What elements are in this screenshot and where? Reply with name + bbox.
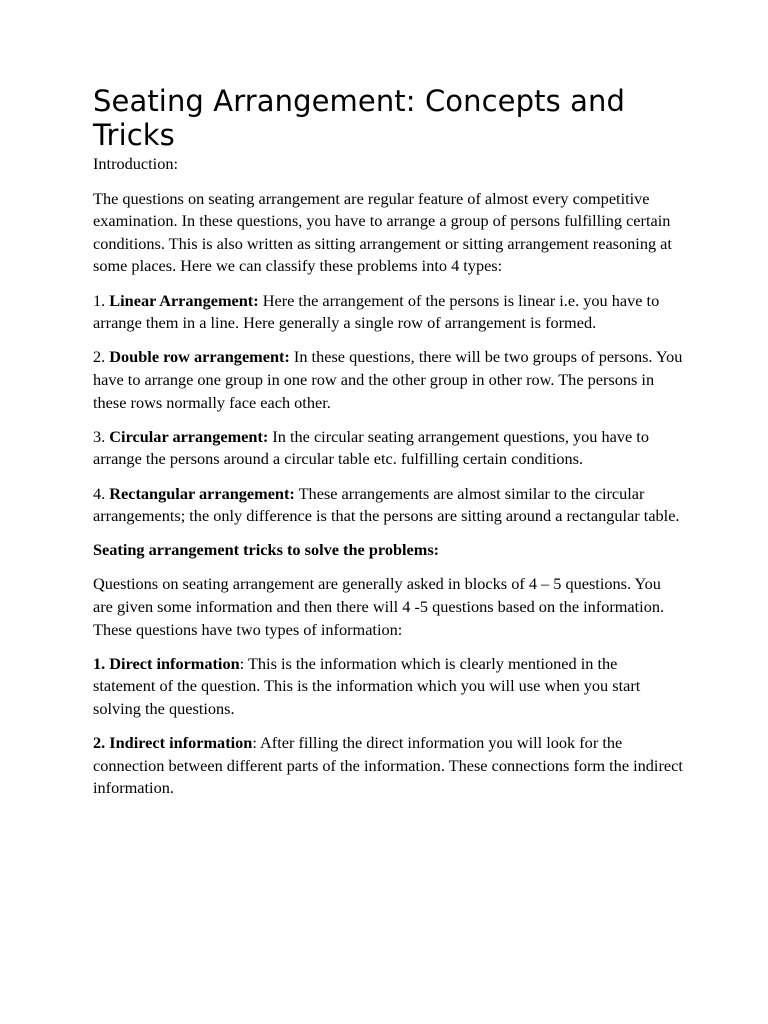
document-page bbox=[93, 84, 683, 812]
type-term: Linear Arrangement: bbox=[109, 290, 259, 310]
type-number: 3. bbox=[93, 426, 110, 446]
type-description: Here the arrangement of the persons is linear i.e. you have to arrange them in a line. Here generally a single row of arrangement is formed. bbox=[93, 290, 660, 333]
type-item-double-row bbox=[93, 346, 683, 414]
type-number: 4. bbox=[93, 483, 110, 503]
type-term: Double row arrangement: bbox=[109, 347, 290, 367]
tricks-paragraph: Questions on seating arrangement are generally asked in blocks of 4 – 5 questions. You are given some information and then there will 4 -5 questions based on the information. These questions have two types of information: bbox=[93, 574, 665, 639]
info-term: 1. Direct information bbox=[93, 653, 240, 673]
document-body bbox=[93, 153, 683, 800]
intro-label: Introduction: bbox=[93, 154, 179, 173]
type-term: Rectangular arrangement: bbox=[109, 483, 295, 503]
info-description: : This is the information which is clearly mentioned in the statement of the question. This is the information which you will use when you start solving the questions. bbox=[93, 653, 641, 719]
info-item-direct bbox=[93, 653, 683, 721]
type-number: 1. bbox=[93, 290, 110, 310]
tricks-heading bbox=[93, 539, 683, 562]
type-item-rectangular bbox=[93, 483, 683, 528]
type-term: Circular arrangement: bbox=[109, 426, 269, 446]
type-item-circular bbox=[93, 426, 683, 471]
document-title: Seating Arrangement: Concepts and Tricks bbox=[93, 84, 625, 152]
type-item-linear bbox=[93, 290, 683, 335]
type-description: In the circular seating arrangement questions, you have to arrange the persons around a circular table etc. fulfilling certain conditions. bbox=[93, 426, 649, 469]
info-item-indirect bbox=[93, 732, 683, 800]
info-term: 2. Indirect information bbox=[93, 733, 253, 753]
tricks-heading-text: Seating arrangement tricks to solve the problems: bbox=[93, 540, 440, 560]
type-description: These arrangements are almost similar to the circular arrangements; the only difference is that the persons are sitting around a rectangular table. bbox=[93, 483, 680, 526]
info-description: : After filling the direct information you will look for the connection between different parts of the information. These connections form the indirect information. bbox=[93, 733, 683, 798]
intro-paragraph: The questions on seating arrangement are regular feature of almost every competitive examination. In these questions, you have to arrange a group of persons fulfilling certain conditions. This is also written as sitting arrangement or sitting arrangement reasoning at some places. Here we can classify these problems into 4 types: bbox=[93, 188, 672, 276]
type-number: 2. bbox=[93, 347, 110, 367]
type-description: In these questions, there will be two groups of persons. You have to arrange one group in one row and the other group in other row. The persons in these rows normally face each other. bbox=[93, 347, 683, 412]
